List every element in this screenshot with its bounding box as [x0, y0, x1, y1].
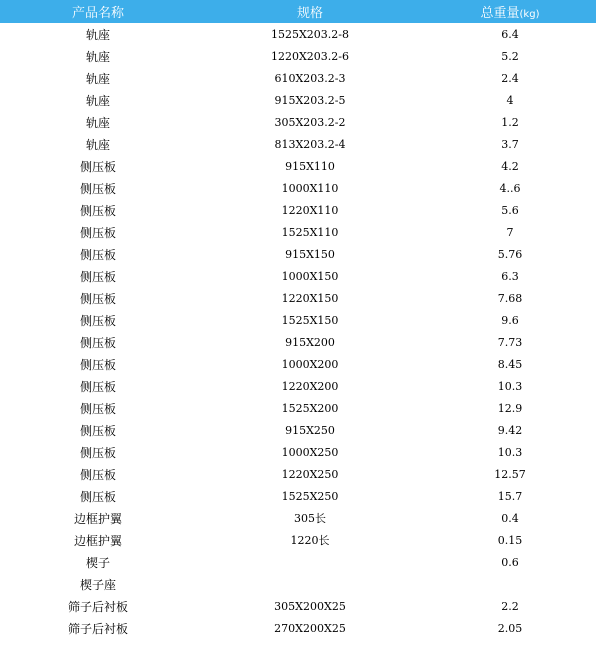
table-row [0, 89, 596, 111]
cell-spec: 915X150 [285, 247, 335, 261]
table-row [0, 617, 596, 639]
cell-product-name: 侧压板 [79, 313, 116, 328]
cell-spec: 1220X110 [281, 203, 339, 217]
cell-product-name: 侧压板 [79, 335, 116, 350]
cell-product-name: 侧压板 [79, 203, 116, 218]
table-row [0, 529, 596, 551]
cell-spec: 1000X200 [281, 357, 339, 371]
table-body [0, 23, 596, 639]
header-weight-unit: (kg) [519, 9, 540, 20]
cell-spec: 1000X250 [281, 445, 339, 459]
table-row [0, 309, 596, 331]
cell-weight: 8.45 [497, 357, 523, 371]
cell-weight: 5.76 [497, 247, 523, 261]
header-row [0, 0, 596, 23]
cell-spec: 1220X150 [281, 291, 339, 305]
cell-weight: 0.15 [497, 533, 523, 547]
cell-product-name: 侧压板 [79, 489, 116, 504]
cell-spec: 1525X110 [281, 225, 339, 239]
cell-spec: 1525X250 [281, 489, 339, 503]
cell-spec: 813X203.2-4 [274, 137, 346, 151]
table-row [0, 67, 596, 89]
cell-weight: 4 [506, 93, 514, 107]
cell-product-name: 轨座 [85, 93, 110, 108]
cell-product-name: 侧压板 [79, 467, 116, 482]
table-row [0, 111, 596, 133]
cell-product-name: 侧压板 [79, 423, 116, 438]
table-row [0, 551, 596, 573]
table-row [0, 463, 596, 485]
cell-weight: 10.3 [497, 379, 523, 393]
cell-spec: 305X200X25 [274, 599, 346, 613]
cell-product-name: 边框护翼 [73, 511, 122, 526]
cell-spec: 1525X150 [281, 313, 339, 327]
table-row [0, 45, 596, 67]
cell-weight: 0.4 [501, 511, 519, 525]
header-spec: 规格 [296, 6, 323, 21]
cell-weight [424, 573, 596, 595]
table-row [0, 353, 596, 375]
cell-spec: 1220长 [290, 534, 330, 547]
cell-weight: 9.6 [501, 313, 519, 327]
cell-weight: 1.2 [501, 115, 519, 129]
cell-spec: 1525X203.2-8 [270, 27, 350, 41]
header-weight [424, 0, 596, 23]
cell-product-name: 轨座 [85, 27, 110, 42]
table-row [0, 265, 596, 287]
cell-weight: 2.4 [501, 71, 519, 85]
cell-spec [196, 551, 424, 573]
cell-weight: 7.73 [497, 335, 523, 349]
header-product-name: 产品名称 [71, 6, 124, 21]
table-header [0, 0, 596, 23]
cell-weight: 7 [506, 225, 514, 239]
cell-spec: 915X110 [285, 159, 335, 173]
cell-product-name: 侧压板 [79, 379, 116, 394]
cell-product-name: 轨座 [85, 71, 110, 86]
cell-spec [196, 573, 424, 595]
cell-spec: 610X203.2-3 [274, 71, 346, 85]
cell-product-name: 轨座 [85, 137, 110, 152]
cell-weight: 0.6 [501, 555, 519, 569]
cell-product-name: 侧压板 [79, 445, 116, 460]
cell-weight: 5.6 [501, 203, 519, 217]
cell-product-name: 侧压板 [79, 159, 116, 174]
cell-product-name: 边框护翼 [73, 533, 122, 548]
cell-spec: 1220X203.2-6 [270, 49, 350, 63]
cell-product-name: 侧压板 [79, 357, 116, 372]
table-row [0, 485, 596, 507]
cell-weight: 3.7 [501, 137, 519, 151]
table-row [0, 243, 596, 265]
cell-product-name: 筛子后衬板 [67, 599, 128, 614]
table-row [0, 221, 596, 243]
table-row [0, 199, 596, 221]
cell-weight: 12.9 [497, 401, 523, 415]
cell-product-name: 侧压板 [79, 269, 116, 284]
table-row [0, 133, 596, 155]
cell-spec: 305长 [294, 512, 326, 525]
cell-weight: 4.2 [501, 159, 519, 173]
cell-product-name: 侧压板 [79, 181, 116, 196]
table-row [0, 573, 596, 595]
cell-product-name: 侧压板 [79, 401, 116, 416]
cell-weight: 15.7 [497, 489, 523, 503]
table-row [0, 155, 596, 177]
table-row [0, 331, 596, 353]
cell-weight: 2.05 [497, 621, 523, 635]
table-row [0, 287, 596, 309]
cell-weight: 9.42 [497, 423, 523, 437]
cell-spec: 270X200X25 [274, 621, 346, 635]
cell-spec: 1220X200 [281, 379, 339, 393]
cell-product-name: 轨座 [85, 115, 110, 130]
header-weight-label: 总重量 [480, 6, 520, 21]
cell-product-name: 轨座 [85, 49, 110, 64]
cell-spec: 915X200 [285, 335, 335, 349]
table-row [0, 419, 596, 441]
cell-weight: 7.68 [497, 291, 523, 305]
cell-product-name: 侧压板 [79, 291, 116, 306]
cell-weight: 10.3 [497, 445, 523, 459]
cell-spec: 915X203.2-5 [274, 93, 346, 107]
cell-spec: 1000X150 [281, 269, 339, 283]
cell-product-name: 侧压板 [79, 225, 116, 240]
cell-spec: 915X250 [285, 423, 335, 437]
cell-spec: 1000X110 [281, 181, 339, 195]
table-row [0, 595, 596, 617]
cell-spec: 305X203.2-2 [274, 115, 346, 129]
table-row [0, 397, 596, 419]
table-row [0, 177, 596, 199]
cell-weight: 6.4 [501, 27, 519, 41]
cell-spec: 1525X200 [281, 401, 339, 415]
cell-product-name: 侧压板 [79, 247, 116, 262]
cell-product-name: 楔子 [85, 555, 110, 570]
cell-weight: 5.2 [501, 49, 519, 63]
cell-spec: 1220X250 [281, 467, 339, 481]
cell-weight: 2.2 [501, 599, 519, 613]
table-row [0, 441, 596, 463]
table-row [0, 23, 596, 45]
cell-weight: 12.57 [494, 467, 526, 481]
table-row [0, 375, 596, 397]
cell-weight: 6.3 [501, 269, 519, 283]
table-row [0, 507, 596, 529]
cell-product-name: 楔子座 [79, 577, 116, 592]
cell-weight: 4..6 [499, 181, 521, 195]
cell-product-name: 筛子后衬板 [67, 621, 128, 636]
